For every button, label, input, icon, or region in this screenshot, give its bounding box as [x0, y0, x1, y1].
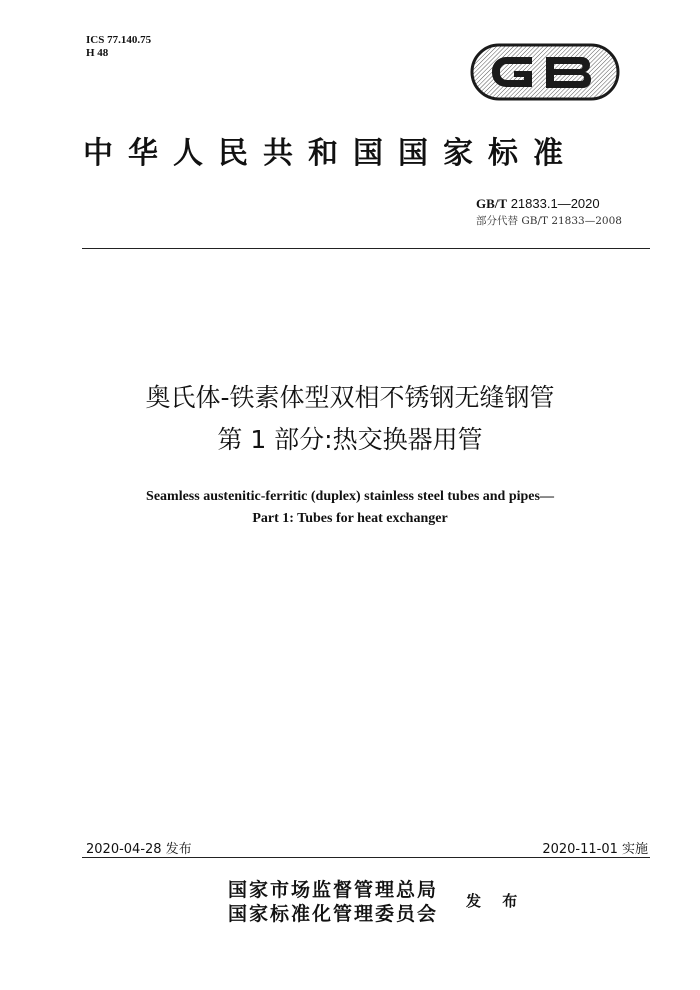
- top-divider: [82, 248, 650, 249]
- title-zh-part: 第 1 部分:热交换器用管: [217, 425, 483, 454]
- ccs-code: H 48: [86, 47, 109, 59]
- country-standard-heading: 中华人民共和国国家标准: [83, 136, 578, 171]
- bottom-divider: [82, 857, 650, 858]
- standard-prefix: GB/T: [476, 196, 508, 211]
- title-en-main: Seamless austenitic-ferritic (duplex) stainless steel tubes and pipes—: [146, 489, 554, 504]
- title-zh-main: 奥氏体-铁素体型双相不锈钢无缝钢管: [145, 383, 555, 412]
- issuer-samr: 国家市场监督管理总局: [228, 879, 439, 901]
- standard-number-block: [476, 196, 636, 228]
- standard-number: [476, 196, 636, 212]
- implementation-date: 2020-11-01 实施: [542, 842, 648, 857]
- gb-logo: [470, 43, 620, 101]
- replaces-note: 部分代替 GB/T 21833—2008: [476, 215, 622, 227]
- title-en-part: Part 1: Tubes for heat exchanger: [252, 511, 448, 526]
- ics-code: ICS 77.140.75: [86, 34, 152, 46]
- issuing-authorities: [228, 878, 438, 926]
- gb-logo-mark: [470, 43, 620, 101]
- standard-code: 21833.1—2020: [510, 196, 600, 211]
- publish-label: 发 布: [466, 892, 526, 910]
- issue-date: 2020-04-28 发布: [86, 842, 192, 857]
- classification-codes: [86, 34, 151, 60]
- issuer-sac: 国家标准化管理委员会: [228, 903, 439, 925]
